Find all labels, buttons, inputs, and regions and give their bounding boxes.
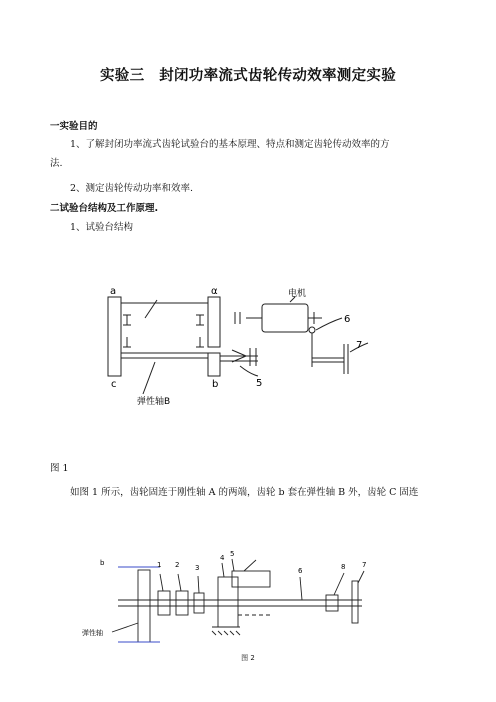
label-motor: 电机 — [288, 289, 307, 299]
label-a: a — [110, 286, 117, 297]
motor — [262, 304, 308, 332]
label-7: 7 — [356, 340, 363, 351]
label-8: 8 — [341, 563, 346, 571]
gear-alpha — [208, 297, 220, 347]
gear-b — [208, 353, 220, 376]
section-heading-structure: 二试验台结构及工作原理. — [50, 203, 159, 214]
label-4: 4 — [220, 554, 225, 562]
gear-a — [108, 297, 121, 376]
label-elastic-shaft: 弹性轴 — [82, 629, 103, 637]
label-2: 2 — [175, 561, 180, 569]
label-6: 6 — [344, 314, 351, 325]
label-c: c — [111, 379, 117, 390]
label-6: 6 — [298, 567, 303, 575]
label-7: 7 — [362, 561, 367, 569]
figure-1-diagram — [0, 270, 496, 420]
purpose-item-1-line-2: 法. — [50, 158, 63, 169]
label-1: 1 — [157, 561, 162, 569]
label-5: 5 — [230, 550, 235, 558]
label-alpha: α — [211, 286, 218, 297]
section-heading-purpose: 一实验目的 — [50, 121, 98, 132]
page-title: 实验三 封闭功率流式齿轮传动效率测定实验 — [100, 68, 396, 84]
figure-2-diagram — [0, 545, 496, 665]
figure-2-caption: 图 2 — [241, 654, 255, 662]
purpose-item-1-line-1: 1、了解封闭功率流式齿轮试验台的基本原理、特点和测定齿轮传动效率的方 — [70, 139, 390, 150]
purpose-item-2: 2、测定齿轮传动功率和效率. — [70, 183, 194, 194]
label-b: b — [212, 379, 219, 390]
label-3: 3 — [195, 564, 200, 572]
label-b: b — [100, 559, 105, 567]
structure-item-1: 1、试验台结构 — [70, 222, 134, 233]
figure-1-caption: 图 1 — [50, 463, 69, 474]
label-elastic-shaft: 弹性轴B — [137, 397, 171, 407]
body-paragraph: 如图 1 所示，齿轮固连于刚性轴 A 的两端，齿轮 b 套在弹性轴 B 外，齿轮 C 固连 — [70, 487, 419, 498]
label-5: 5 — [256, 378, 263, 389]
